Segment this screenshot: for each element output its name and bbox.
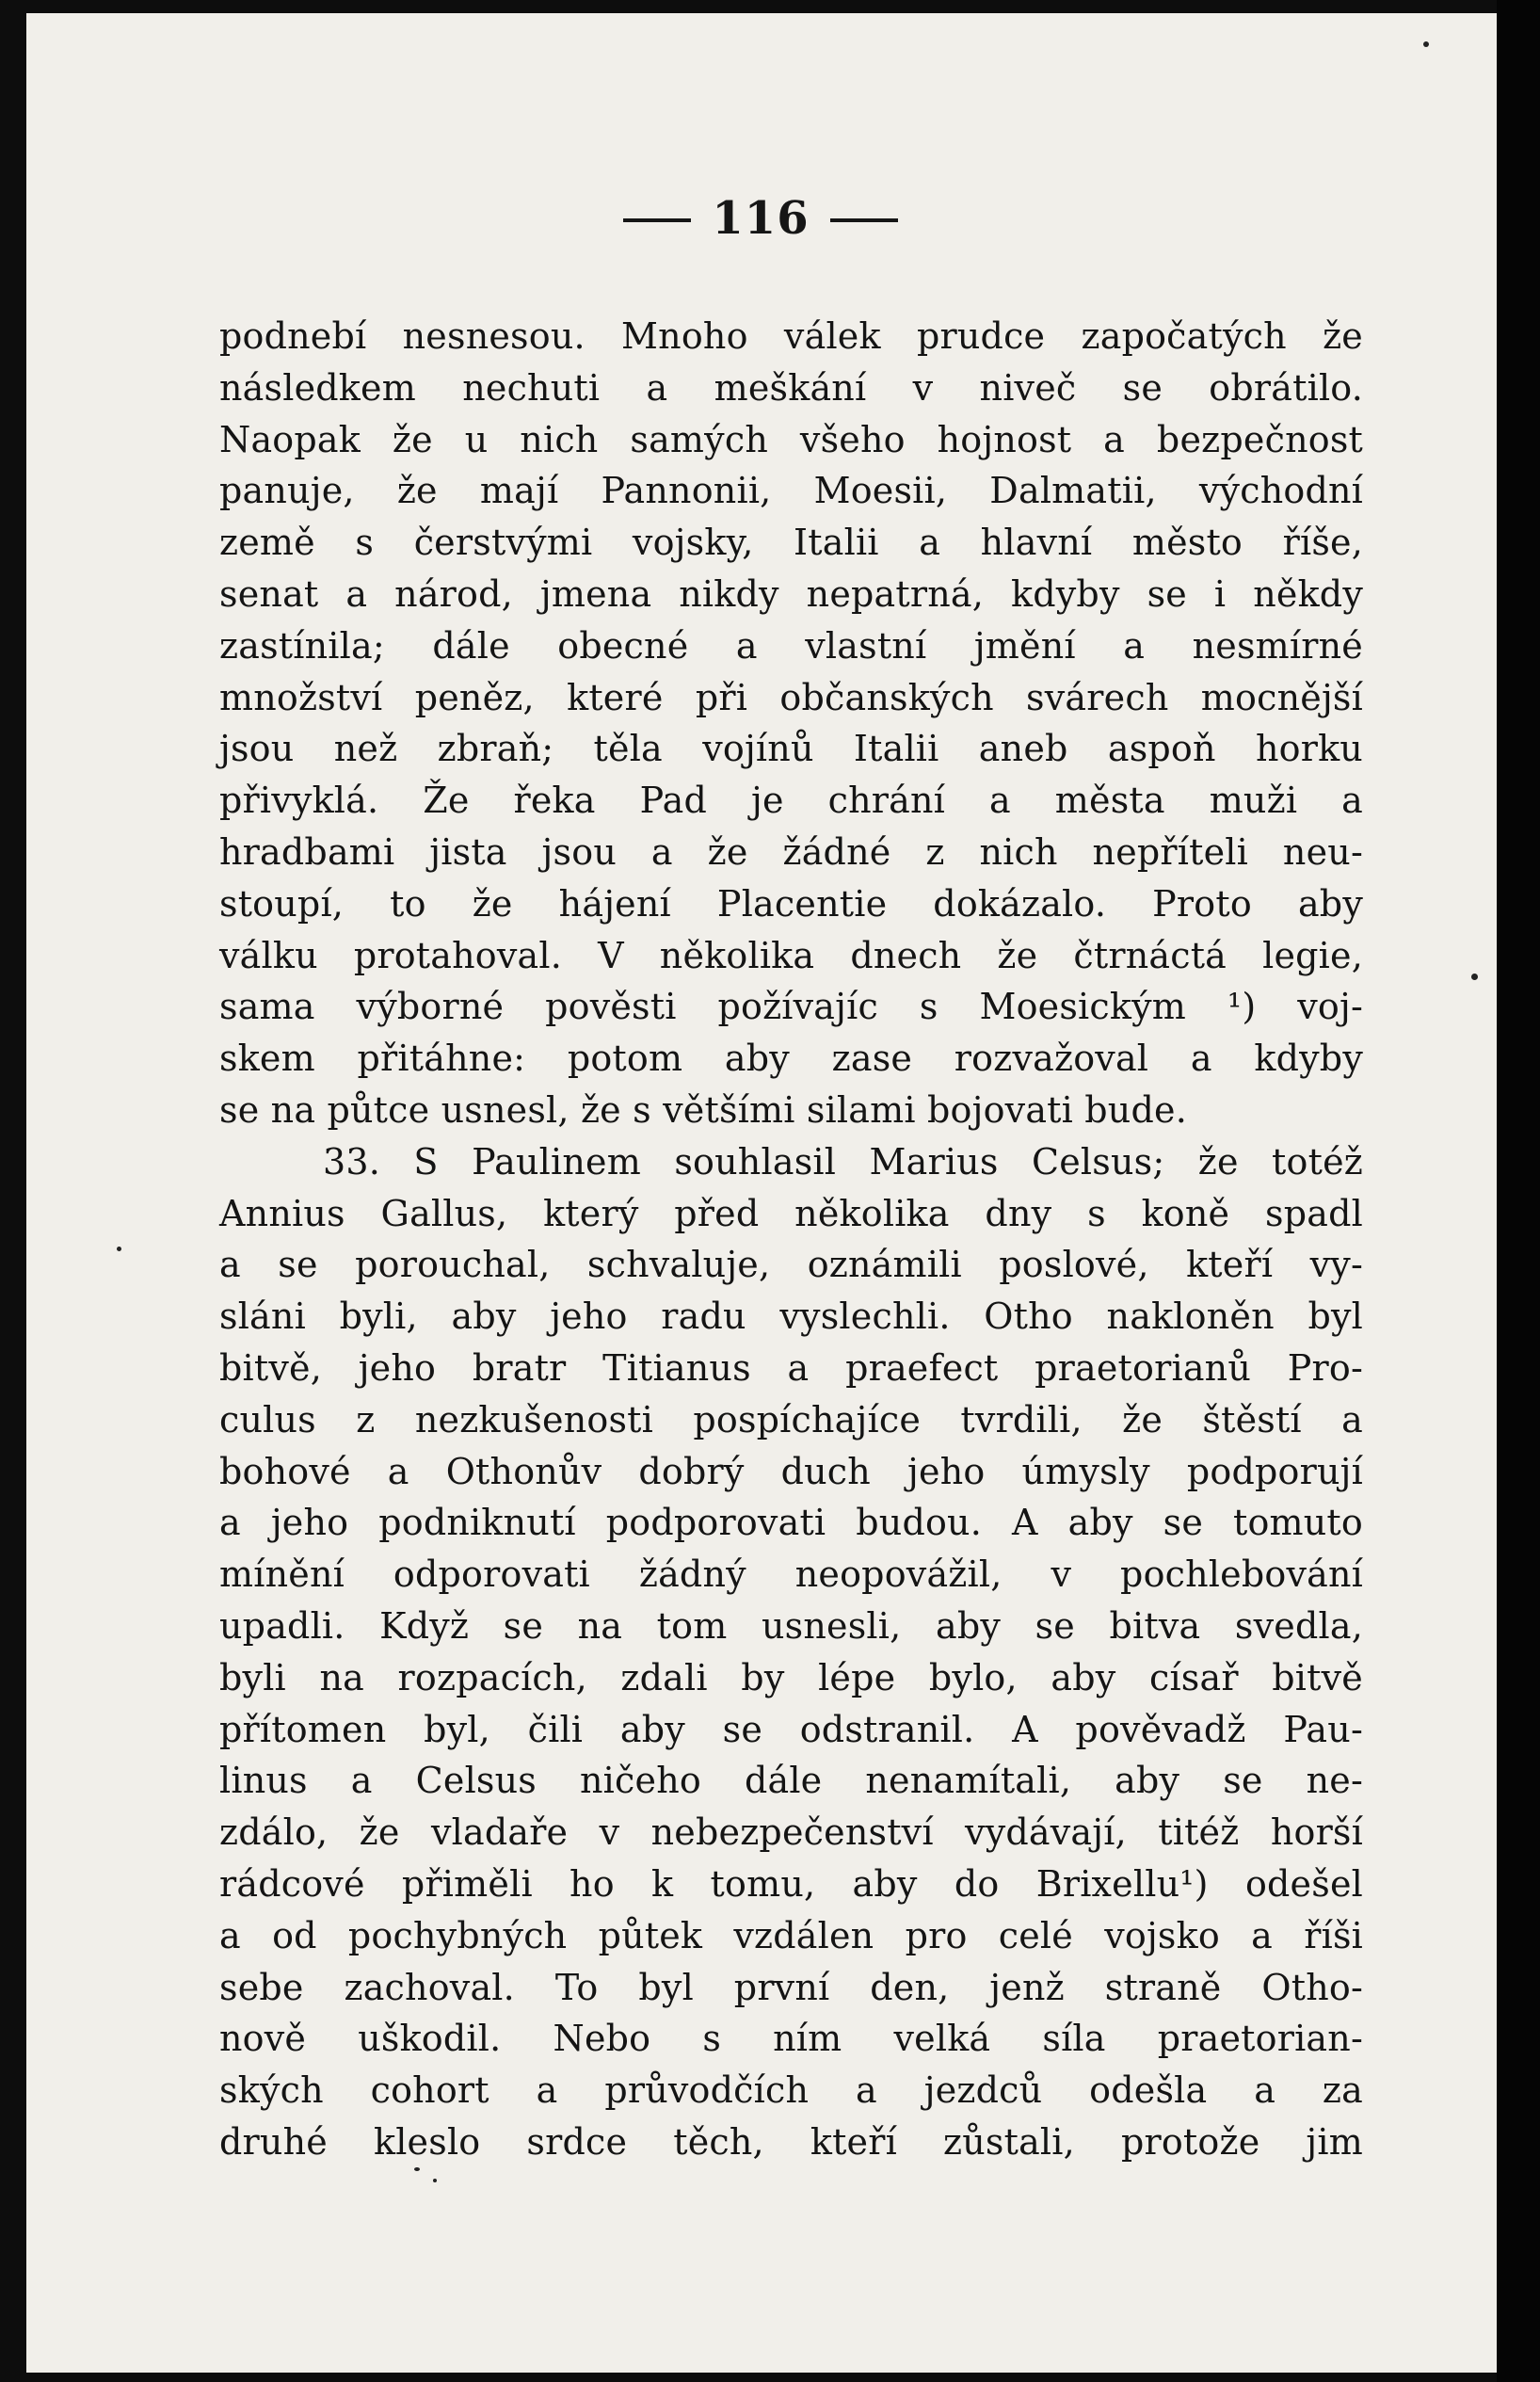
text-line: se na půtce usnesl, že s většími silami bojovati bude. bbox=[219, 1088, 1187, 1131]
text-line: podnebí nesnesou. Mnoho válek prudce započatých že bbox=[219, 315, 1363, 357]
text-line: hradbami jista jsou a že žádné z nich nepříteli neu- bbox=[219, 830, 1363, 873]
text-line: zdálo, že vladaře v nebezpečenství vydávají, titéž horší bbox=[219, 1811, 1363, 1854]
text-line: bitvě, jeho bratr Titianus a praefect praetorianů Pro- bbox=[219, 1346, 1363, 1389]
text-line: množství peněz, které při občanských svárech mocnější bbox=[219, 676, 1363, 718]
text-line: culus z nezkušenosti pospíchajíce tvrdili, že štěstí a bbox=[219, 1398, 1363, 1440]
text-line: stoupí, to že hájení Placentie dokázalo. Proto aby bbox=[219, 882, 1363, 925]
text-line: bohové a Othonův dobrý duch jeho úmysly podporují bbox=[219, 1450, 1363, 1492]
text-line: ských cohort a průvodčích a jezdců odešla a za bbox=[219, 2069, 1363, 2112]
text-line: jsou než zbraň; těla vojínů Italii aneb aspoň horku bbox=[219, 728, 1363, 770]
text-line: sláni byli, aby jeho radu vyslechli. Otho nakloněn byl bbox=[219, 1296, 1363, 1338]
text-line: Annius Gallus, který před několika dny s koně spadl bbox=[219, 1192, 1363, 1234]
text-line: přivyklá. Že řeka Pad je chrání a města muži a bbox=[219, 780, 1363, 822]
text-line: druhé kleslo srdce těch, kteří zůstali, protože jim bbox=[219, 2120, 1363, 2163]
text-line: linus a Celsus ničeho dále nenamítali, aby se ne- bbox=[219, 1760, 1363, 1802]
text-line: byli na rozpacích, zdali by lépe bylo, aby císař bitvě bbox=[219, 1656, 1363, 1698]
text-line: přítomen byl, čili aby se odstranil. A pověvadž Pau- bbox=[219, 1708, 1363, 1750]
text-line: a od pochybných půtek vzdálen pro celé vojsko a říši bbox=[219, 1914, 1363, 1956]
text-line: a se porouchal, schvaluje, oznámili poslové, kteří vy- bbox=[219, 1244, 1363, 1286]
text-line: senat a národ, jmena nikdy nepatrná, kdyby se i někdy bbox=[219, 572, 1363, 615]
text-line: a jeho podniknutí podporovati budou. A aby se tomuto bbox=[219, 1502, 1363, 1544]
right-dash bbox=[830, 218, 898, 222]
paper-speck bbox=[117, 1247, 121, 1251]
page-number: 116 bbox=[712, 192, 810, 245]
paper-speck bbox=[433, 2179, 437, 2182]
book-page bbox=[26, 13, 1497, 2373]
text-line: země s čerstvými vojsky, Italii a hlavní město říše, bbox=[219, 522, 1363, 564]
paper-speck bbox=[414, 2167, 420, 2171]
paper-speck bbox=[1423, 41, 1429, 47]
text-line: nově uškodil. Nebo s ním velká síla praetorian- bbox=[219, 2018, 1363, 2060]
text-line: skem přitáhne: potom aby zase rozvažoval a kdyby bbox=[219, 1038, 1363, 1080]
paper-speck bbox=[1471, 974, 1478, 980]
text-line: rádcové přiměli ho k tomu, aby do Brixellu¹) odešel bbox=[219, 1862, 1363, 1905]
page-number-header bbox=[26, 192, 1495, 245]
text-line: panuje, že mají Pannonii, Moesii, Dalmatii, východní bbox=[219, 470, 1363, 512]
text-line: válku protahoval. V několika dnech že čtrnáctá legie, bbox=[219, 934, 1363, 976]
text-line: Naopak že u nich samých všeho hojnost a bezpečnost bbox=[219, 418, 1363, 460]
text-line: sama výborné pověsti požívajíc s Moesickým ¹) voj- bbox=[219, 986, 1363, 1028]
body-text bbox=[219, 311, 1363, 2168]
text-line: zastínila; dále obecné a vlastní jmění a nesmírné bbox=[219, 624, 1363, 667]
text-line: upadli. Když se na tom usnesli, aby se bitva svedla, bbox=[219, 1604, 1363, 1647]
section-start-line: 33. S Paulinem souhlasil Marius Celsus; že totéž bbox=[323, 1140, 1363, 1183]
scan-border bbox=[1497, 0, 1540, 2382]
left-dash bbox=[623, 218, 691, 222]
text-line: následkem nechuti a meškání v niveč se obrátilo. bbox=[219, 366, 1363, 409]
text-line: mínění odporovati žádný neopovážil, v pochlebování bbox=[219, 1553, 1363, 1596]
text-line: sebe zachoval. To byl první den, jenž straně Otho- bbox=[219, 1966, 1363, 2008]
